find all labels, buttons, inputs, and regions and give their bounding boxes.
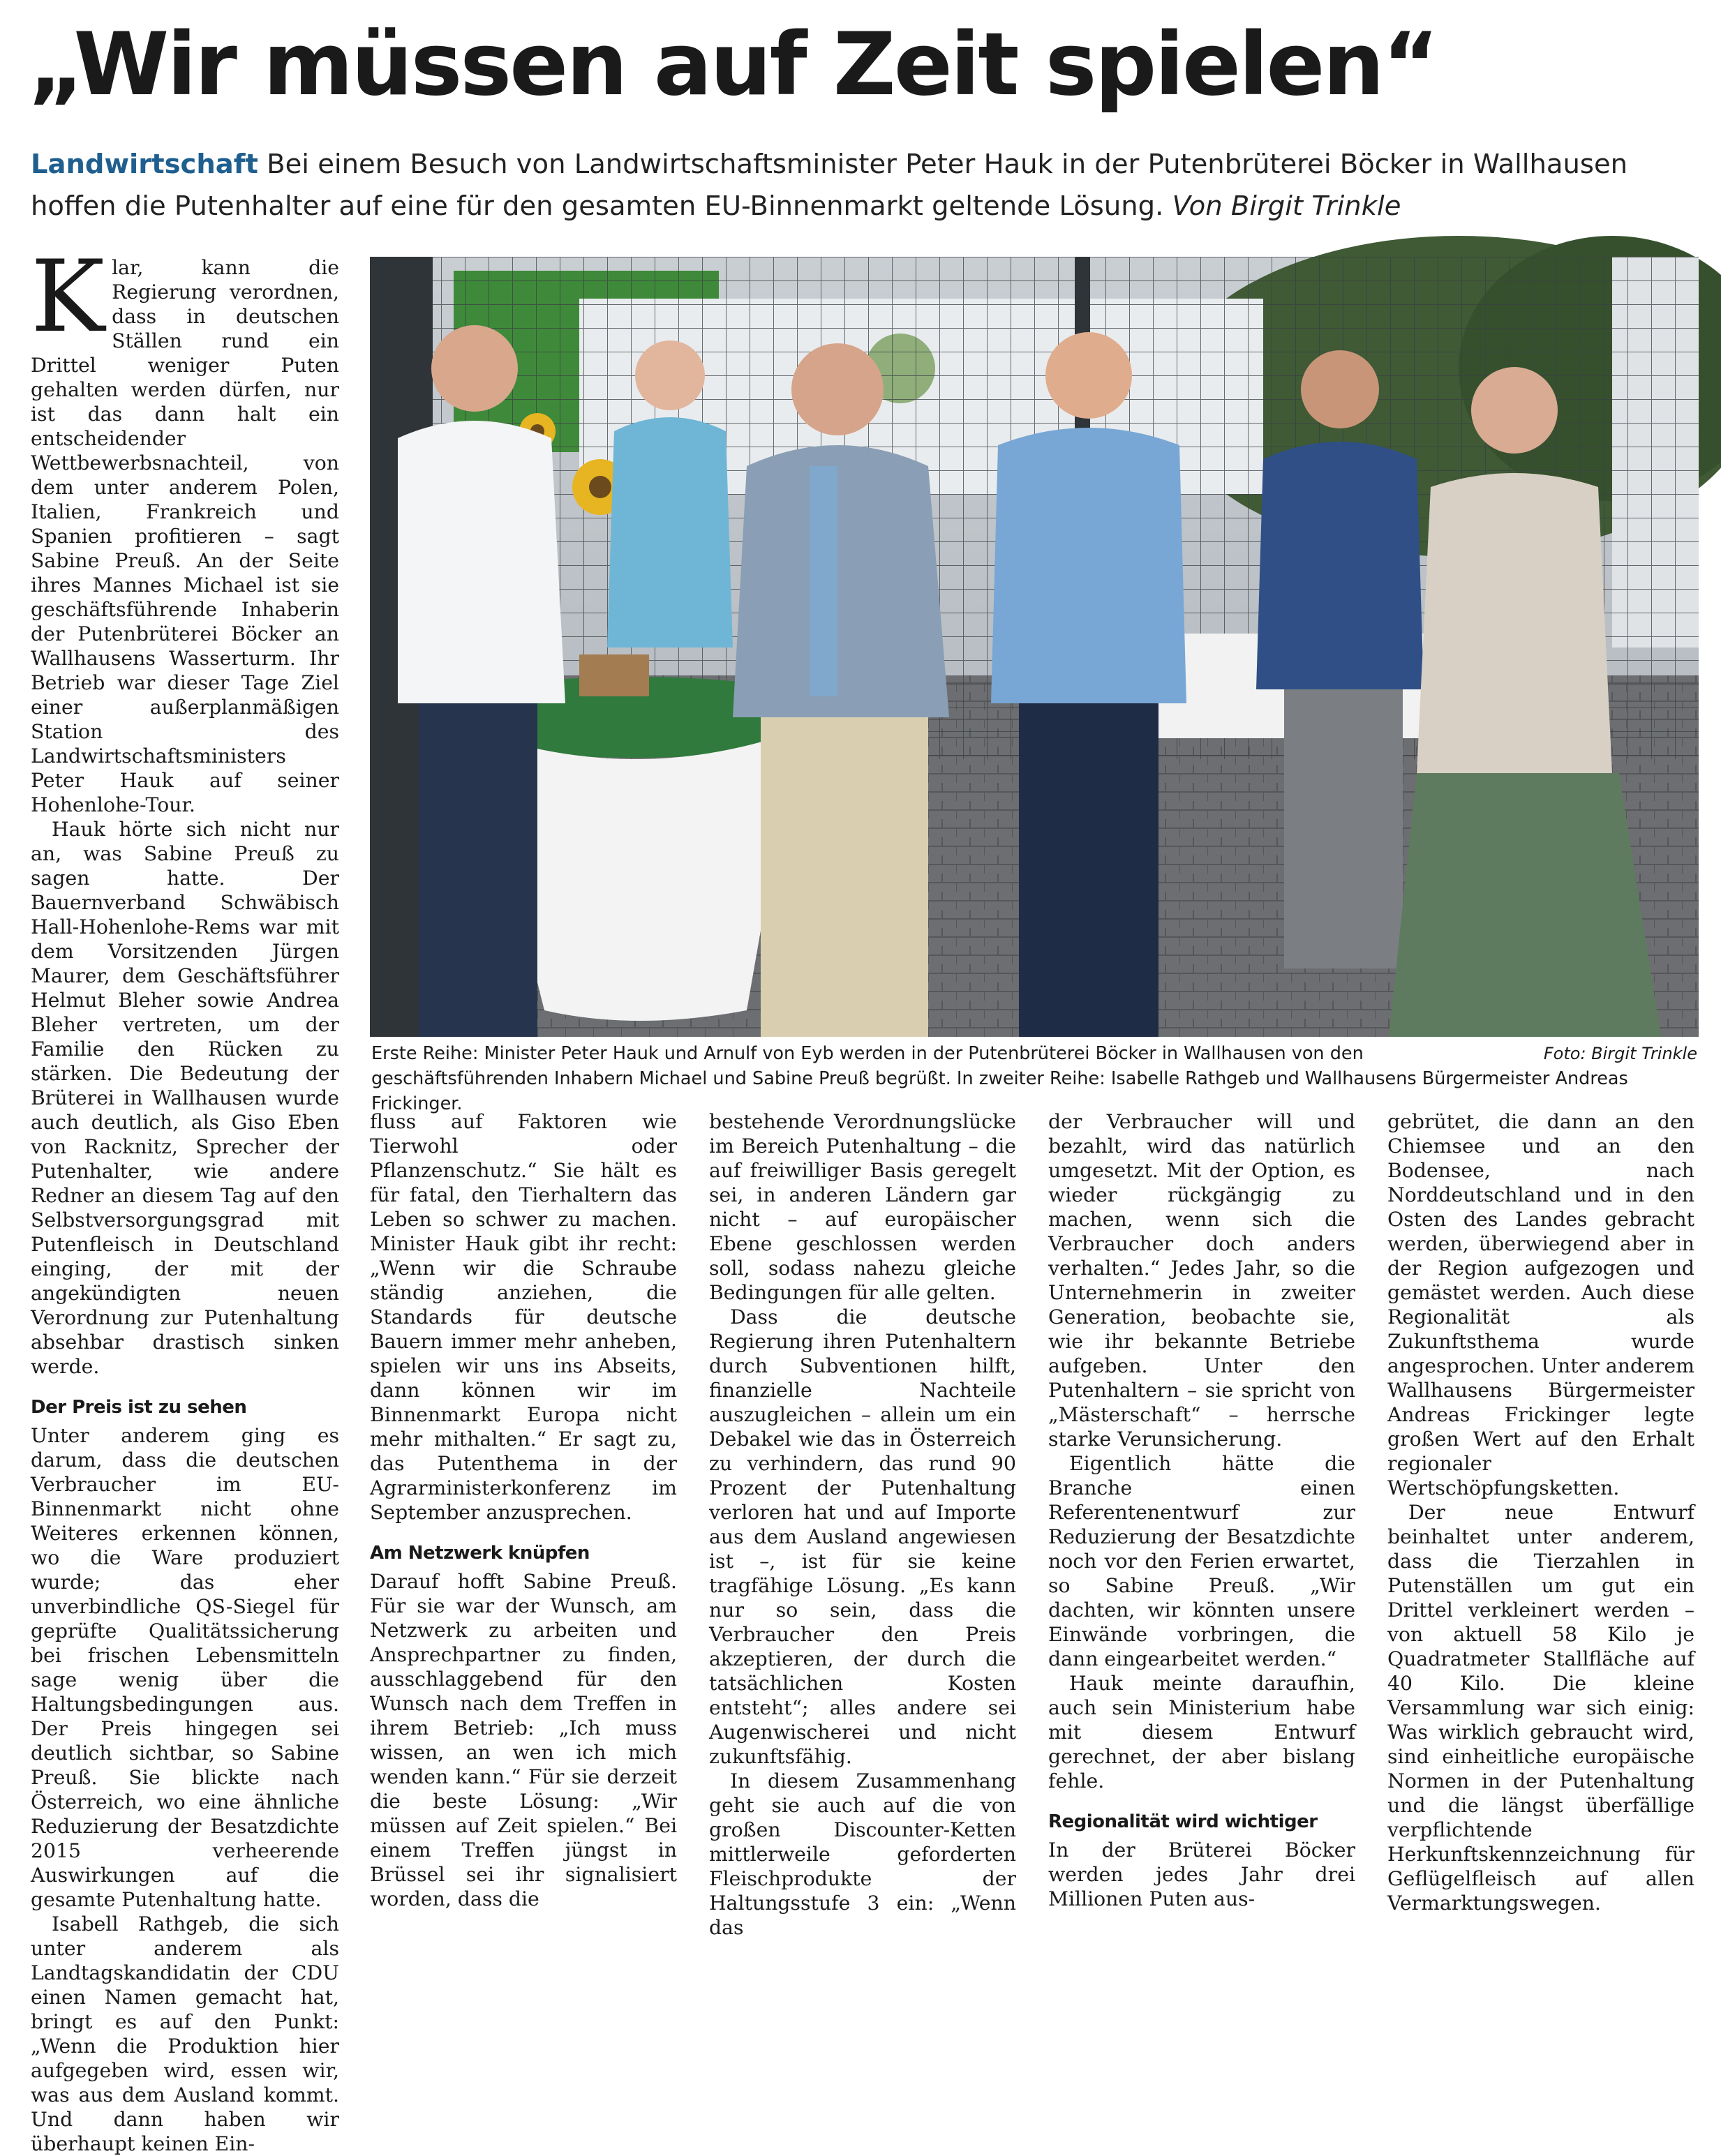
paragraph-8: Dass die deutsche Regierung ihren Putenhaltern durch Subventionen hilft, finanzielle Nachteile auszugleichen – allein um ein Debakel wie das in Österreich zu verhindern, das rund 90 Prozent der Putenhaltung verloren hat und auf Importe aus dem Ausland angewiesen ist –, ist für sie keine tragfähige Lösung. „Es kann nur so sein, dass die Verbraucher den Preis akzeptieren, der durch die tatsächlichen Kosten entsteht“; alles andere sei Augenwischerei und nicht zukunftsfähig.	[709, 1305, 1016, 1768]
paragraph-6: Darauf hofft Sabine Preuß. Für sie war der Wunsch, am Netzwerk zu arbeiten und Ansprechpartner zu finden, ausschlaggebend für den Wunsch nach dem Treffen in ihrem Betrieb: „Ich muss wissen, an wen ich mich wenden kann.“ Für sie derzeit die beste Lösung: „Wir müssen auf Zeit spielen.“ Bei einem Treffen jüngst in Brüssel sei ihr signalisiert worden, dass die	[370, 1570, 677, 1910]
paragraph-1: Klar, kann die Regierung verordnen, dass in deutschen Ställen rund ein Drittel weniger Puten gehalten werden dürfen, nur ist das dann halt ein entscheidender Wettbewerbsnachteil, von dem unter anderem Polen, Italien, Frankreich und Spanien profitieren – sagt Sabine Preuß. An der Seite ihres Mannes Michael ist sie geschäftsführende Inhaberin der Putenbrüterei Böcker an Wallhausens Wasserturm. Ihr Betrieb war dieser Tage Ziel einer außerplanmäßigen Station des Landwirtschaftsministers Peter Hauk auf seiner Hohenlohe-Tour.	[31, 239, 339, 816]
headline: „Wir müssen auf Zeit spielen“	[28, 15, 1438, 115]
kicker: Landwirtschaft	[31, 149, 258, 180]
paragraph-5: fluss auf Faktoren wie Tierwohl oder Pflanzenschutz.“ Sie hält es für fatal, den Tierhaltern das Leben so schwer zu machen. Minister Hauk gibt ihr recht: „Wenn wir die Schraube ständig anziehen, die Standards für deutsche Bauern immer mehr anheben, spielen wir uns ins Abseits, dann können wir im Binnenmarkt Europa nicht mehr mithalten.“ Er sagt zu, das Putenthema in der Agrarministerkonferenz im September anzusprechen.	[370, 1110, 677, 1524]
subheading-preis: Der Preis ist zu sehen	[31, 1397, 247, 1418]
paragraph-4: Isabell Rathgeb, die sich unter anderem als Landtagskandidatin der CDU einen Namen gemacht hat, bringt es auf den Punkt: „Wenn die Produktion hier aufgegeben wird, essen wir, was aus dem Ausland kommt. Und dann haben wir überhaupt keinen Ein-	[31, 1912, 339, 2155]
dropcap: K	[31, 239, 105, 354]
photo-caption	[371, 1041, 1697, 1116]
paragraph-7: bestehende Verordnungslücke im Bereich Putenhaltung – die auf freiwilliger Basis geregelt sei, in anderen Ländern gar nicht – auf europäischer Ebene geschlossen werden soll, sodass nahezu gleiche Bedingungen für alle gelten.	[709, 1110, 1016, 1304]
column-4	[1048, 1109, 1355, 1911]
paragraph-13: In der Brüterei Böcker werden jedes Jahr drei Millionen Puten aus-	[1048, 1839, 1355, 1910]
column-5	[1387, 1109, 1694, 1915]
paragraph-11: Eigentlich hätte die Branche einen Referentenentwurf zur Reduzierung der Besatzdichte noch vor den Ferien erwartet, so Sabine Preuß. „Wir dachten, wir könnten unsere Einwände vorbringen, die dann eingearbeitet werden.“	[1048, 1452, 1355, 1670]
paragraph-10: der Verbraucher will und bezahlt, wird das natürlich umgesetzt. Mit der Option, es wieder rückgängig zu machen, wenn sich die Verbraucher doch anders verhalten.“ Jedes Jahr, so die Unternehmerin in zweiter Generation, beobachte sie, wie ihr bekannte Betriebe aufgeben. Unter den Putenhaltern – sie spricht von „Mästerschaft“ – herrsche starke Verunsicherung.	[1048, 1110, 1355, 1451]
column-1	[31, 239, 339, 2156]
paragraph-15: Der neue Entwurf beinhaltet unter anderem, dass die Tierzahlen in Putenställen um gut ein Drittel verkleinert werden – von aktuell 58 Kilo je Quadratmeter Stallfläche auf 40 Kilo. Die kleine Versammlung war sich einig: Was wirklich gebraucht wird, sind einheitliche europäische Normen in der Putenhaltung und die längst überfällige verpflichtende Herkunftskennzeichnung für Geflügelfleisch auf allen Vermarktungswegen.	[1387, 1501, 1694, 1915]
photo-credit: Foto: Birgit Trinkle	[1543, 1044, 1697, 1063]
subheading-netzwerk: Am Netzwerk knüpfen	[370, 1543, 590, 1564]
column-3	[709, 1109, 1016, 1940]
teaser	[31, 144, 1699, 227]
byline: Von Birgit Trinkle	[1172, 190, 1401, 222]
subheading-regionalitaet: Regionalität wird wichtiger	[1048, 1811, 1318, 1832]
paragraph-14: gebrütet, die dann an den Chiemsee und an den Bodensee, nach Norddeutschland und in den Osten des Landes gebracht werden, überwiegend aber in der Region aufgezogen und gemästet werden. Auch diese Regionalität als Zukunftsthema wurde angesprochen. Unter anderem Wallhausens Bürgermeister Andreas Frickinger legte großen Wert auf den Erhalt regionaler Wertschöpfungsketten.	[1387, 1110, 1694, 1499]
article-photo	[370, 257, 1699, 1037]
paragraph-12: Hauk meinte daraufhin, auch sein Ministerium habe mit diesem Entwurf gerechnet, der aber bislang fehle.	[1048, 1672, 1355, 1792]
teaser-text: Bei einem Besuch von Landwirtschaftsminister Peter Hauk in der Putenbrüterei Böcker in Wallhausen hoffen die Putenhalter auf eine für den gesamten EU-Binnenmarkt geltende Lösung.	[31, 149, 1628, 222]
column-2	[370, 1109, 677, 1911]
paragraph-9: In diesem Zusammenhang geht sie auch auf die von großen Discounter-Ketten mittlerweile geforderten Fleischprodukte der Haltungsstufe 3 ein: „Wenn das	[709, 1769, 1016, 1939]
caption-text: Erste Reihe: Minister Peter Hauk und Arnulf von Eyb werden in der Putenbrüterei Böcker in Wallhausen von den geschäftsführenden Inhabern Michael und Sabine Preuß begrüßt. In zweiter Reihe: Isabelle Rathgeb und Wallhausens Bürgermeister Andreas Frickinger.	[371, 1043, 1628, 1114]
photo-illustration	[370, 257, 1699, 1037]
paragraph-3: Unter anderem ging es darum, dass die deutschen Verbraucher im EU-Binnenmarkt nicht ohne Weiteres erkennen können, wo die Ware produziert wurde; das eher unverbindliche QS-Siegel für geprüfte Qualitätssicherung bei frischen Lebensmitteln sage wenig über die Haltungsbedingungen aus. Der Preis hingegen sei deutlich sichtbar, so Sabine Preuß. Sie blickte nach Österreich, wo eine ähnliche Reduzierung der Besatzdichte 2015 verheerende Auswirkungen auf die gesamte Putenhaltung hatte.	[31, 1424, 339, 1911]
paragraph-2: Hauk hörte sich nicht nur an, was Sabine Preuß zu sagen hatte. Der Bauernverband Schwäbisch Hall-Hohenlohe-Rems war mit dem Vorsitzenden Jürgen Maurer, dem Geschäftsführer Helmut Bleher sowie Andrea Bleher vertreten, um der Familie den Rücken zu stärken. Die Bedeutung der Brüterei in Wallhausen wurde auch deutlich, als Giso Eben von Racknitz, Sprecher der Putenhalter, wie andere Redner an diesem Tag auf den Selbstversorgungsgrad mit Putenfleisch in Deutschland einging, der mit der angekündigten neuen Verordnung zur Putenhaltung absehbar drastisch sinken werde.	[31, 818, 339, 1378]
